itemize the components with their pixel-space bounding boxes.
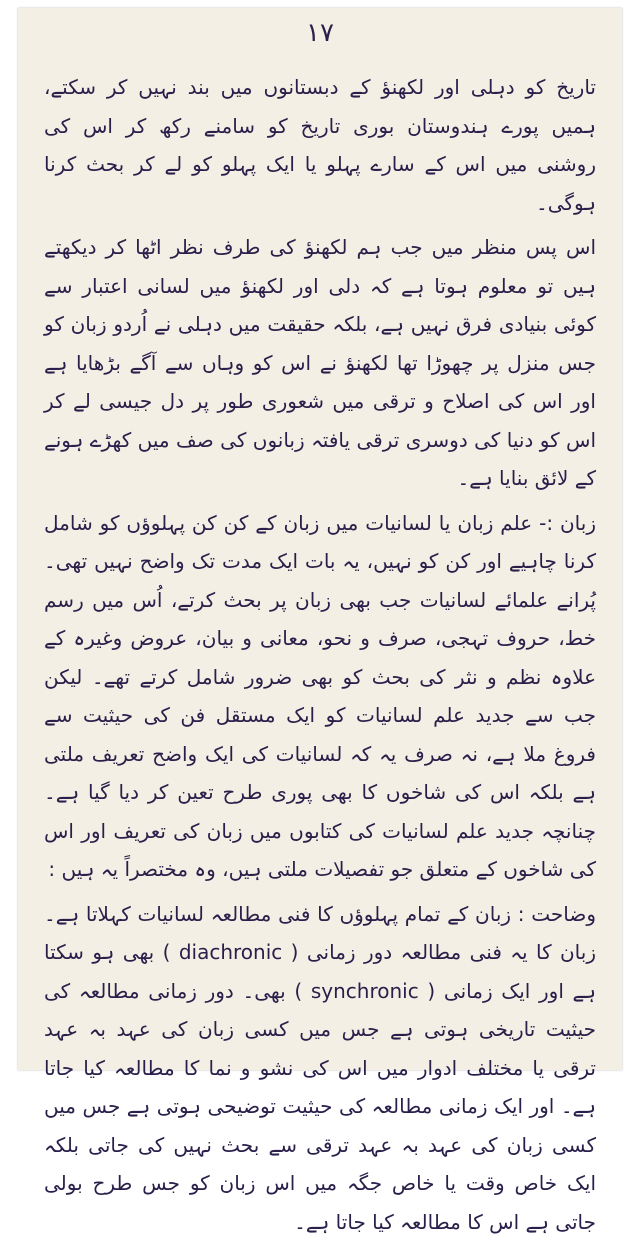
paragraph-lucknow-background: اس پس منظر میں جب ہم لکھنؤ کی طرف نظر اٹھا کر دیکھتے ہیں تو معلوم ہوتا ہے کہ دلی اور لکھنؤ میں لسانی اعتبار سے کوئی بنیادی فرق نہیں ہے، بلکہ حقیقت میں دہلی نے اُردو زبان کو جس منزل پر چھوڑا تھا لکھنؤ نے اس کو وہاں سے آگے بڑھایا ہے اور اس کی اصلاح و ترقی میں شعوری طور پر دل جیسی لے کر اس کو دنیا کی دوسری ترقی یافتہ زبانوں کی صف میں کھڑے ہونے کے لائق بنایا ہے۔ xyxy=(44,228,596,498)
page-number: ١٧ xyxy=(18,18,622,48)
document-page xyxy=(18,8,622,1070)
body-text xyxy=(44,68,596,1050)
paragraph-intro: تاریخ کو دہلی اور لکھنؤ کے دبستانوں میں بند نہیں کر سکتے، ہمیں پورے ہندوستان بوری تاریخ کو سامنے رکھ کر اس کی روشنی میں اس کے سارے پہلو یا ایک پہلو کو لے کر بحث کرنا ہوگی۔ xyxy=(44,68,596,222)
paragraph-zaban: زبان :- علم زبان یا لسانیات میں زبان کے کن کن پہلوؤں کو شامل کرنا چاہیے اور کن کو نہیں، یہ بات ایک مدت تک واضح نہیں تھی۔ پُرانے علمائے لسانیات جب بھی زبان پر بحث کرتے، اُس میں رسم خط، حروف تہجی، صرف و نحو، معانی و بیان، عروض وغیرہ کے علاوہ نظم و نثر کی بحث کو بھی ضرور شامل کرتے تھے۔ لیکن جب سے جدید علم لسانیات کو ایک مستقل فن کی حیثیت سے فروغ ملا ہے، نہ صرف یہ کہ لسانیات کی ایک واضح تعریف ملتی ہے بلکہ اس کی شاخوں کا بھی پوری طرح تعین کر دیا گیا ہے۔ چنانچہ جدید علم لسانیات کی کتابوں میں زبان کی تعریف اور اس کی شاخوں کے متعلق جو تفصیلات ملتی ہیں، وہ مختصراً یہ ہیں : xyxy=(44,504,596,889)
paragraph-wazahat: وضاحت : زبان کے تمام پہلوؤں کا فنی مطالعہ لسانیات کہلاتا ہے۔ زبان کا یہ فنی مطالعہ دور زمانی ( diachronic ) بھی ہو سکتا ہے اور ایک زمانی ( synchronic ) بھی۔ دور زمانی مطالعہ کی حیثیت تاریخی ہوتی ہے جس میں کسی زبان کی عہد بہ عہد ترقی یا مختلف ادوار میں اس کی نشو و نما کا مطالعہ کیا جاتا ہے۔ اور ایک زمانی مطالعہ کی حیثیت توضیحی ہوتی ہے جس میں کسی زبان کی عہد بہ عہد ترقی سے بحث نہیں کی جاتی بلکہ ایک خاص وقت یا خاص جگہ میں اس زبان کو جس طرح بولی جاتی ہے اس کا مطالعہ کیا جاتا ہے۔ xyxy=(44,895,596,1241)
